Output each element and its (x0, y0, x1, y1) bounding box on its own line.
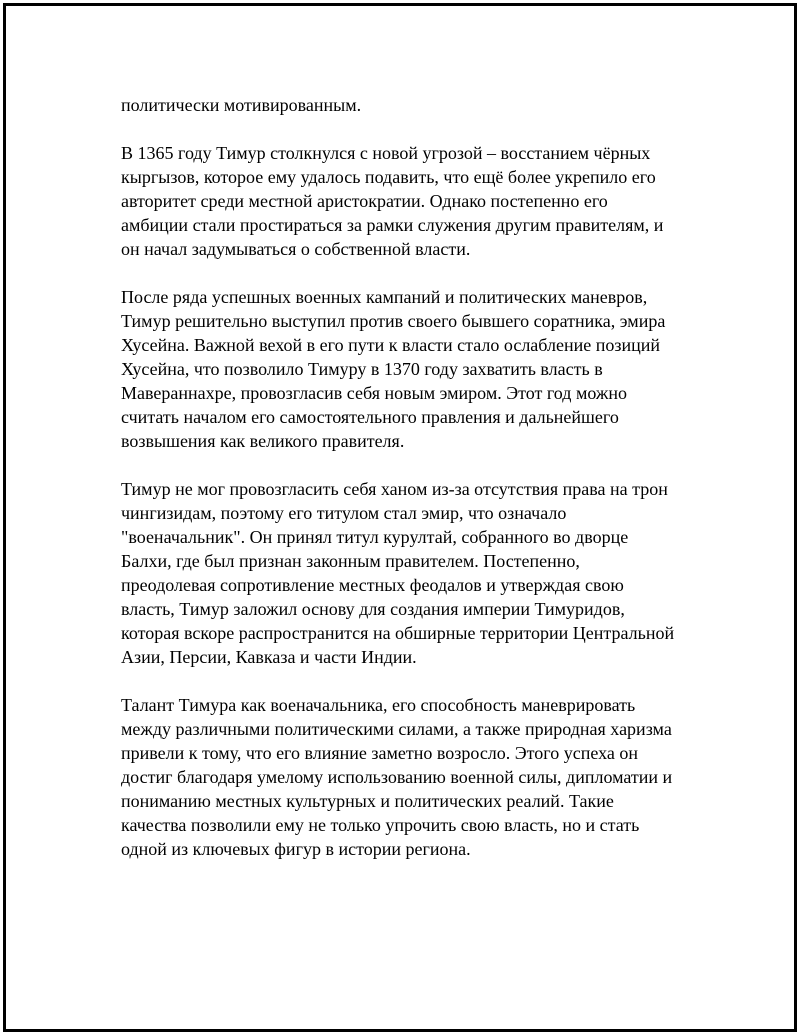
paragraph-3: После ряда успешных военных кампаний и политических маневров, Тимур решительно выступил против своего бывшего соратника, эмира Хусейна. Важной вехой в его пути к власти стало ослабление позиций Хусейна, что позволило Тимуру в 1370 году захватить власть в Мавераннахре, провозгласив себя новым эмиром. Этот год можно считать началом его самостоятельного правления и дальнейшего возвышения как великого правителя. (121, 287, 666, 451)
paragraph-1: политически мотивированным. (121, 95, 362, 115)
paragraph-2: В 1365 году Тимур столкнулся с новой угрозой – восстанием чёрных кыргызов, которое ему удалось подавить, что ещё более укрепило его авторитет среди местной аристократии. Однако постепенно его амбиции стали простираться за рамки служения другим правителям, и он начал задумываться о собственной власти. (121, 143, 664, 259)
document-page (3, 3, 797, 1032)
paragraph-5: Талант Тимура как военачальника, его способность маневрировать между различными политическими силами, а также природная харизма привели к тому, что его влияние заметно возросло. Этого успеха он достиг благодаря умелому использованию военной силы, дипломатии и пониманию местных культурных и политических реалий. Такие качества позволили ему не только упрочить свою власть, но и стать одной из ключевых фигур в истории региона. (121, 695, 673, 859)
document-body (121, 93, 701, 885)
paragraph-4: Тимур не мог провозгласить себя ханом из-за отсутствия права на трон чингизидам, поэтому его титулом стал эмир, что означало "военачальник". Он принял титул курултай, собранного во дворце Балхи, где был признан законным правителем. Постепенно, преодолевая сопротивление местных феодалов и утверждая свою власть, Тимур заложил основу для создания империи Тимуридов, которая вскоре распространится на обширные территории Центральной Азии, Персии, Кавказа и части Индии. (121, 479, 675, 667)
